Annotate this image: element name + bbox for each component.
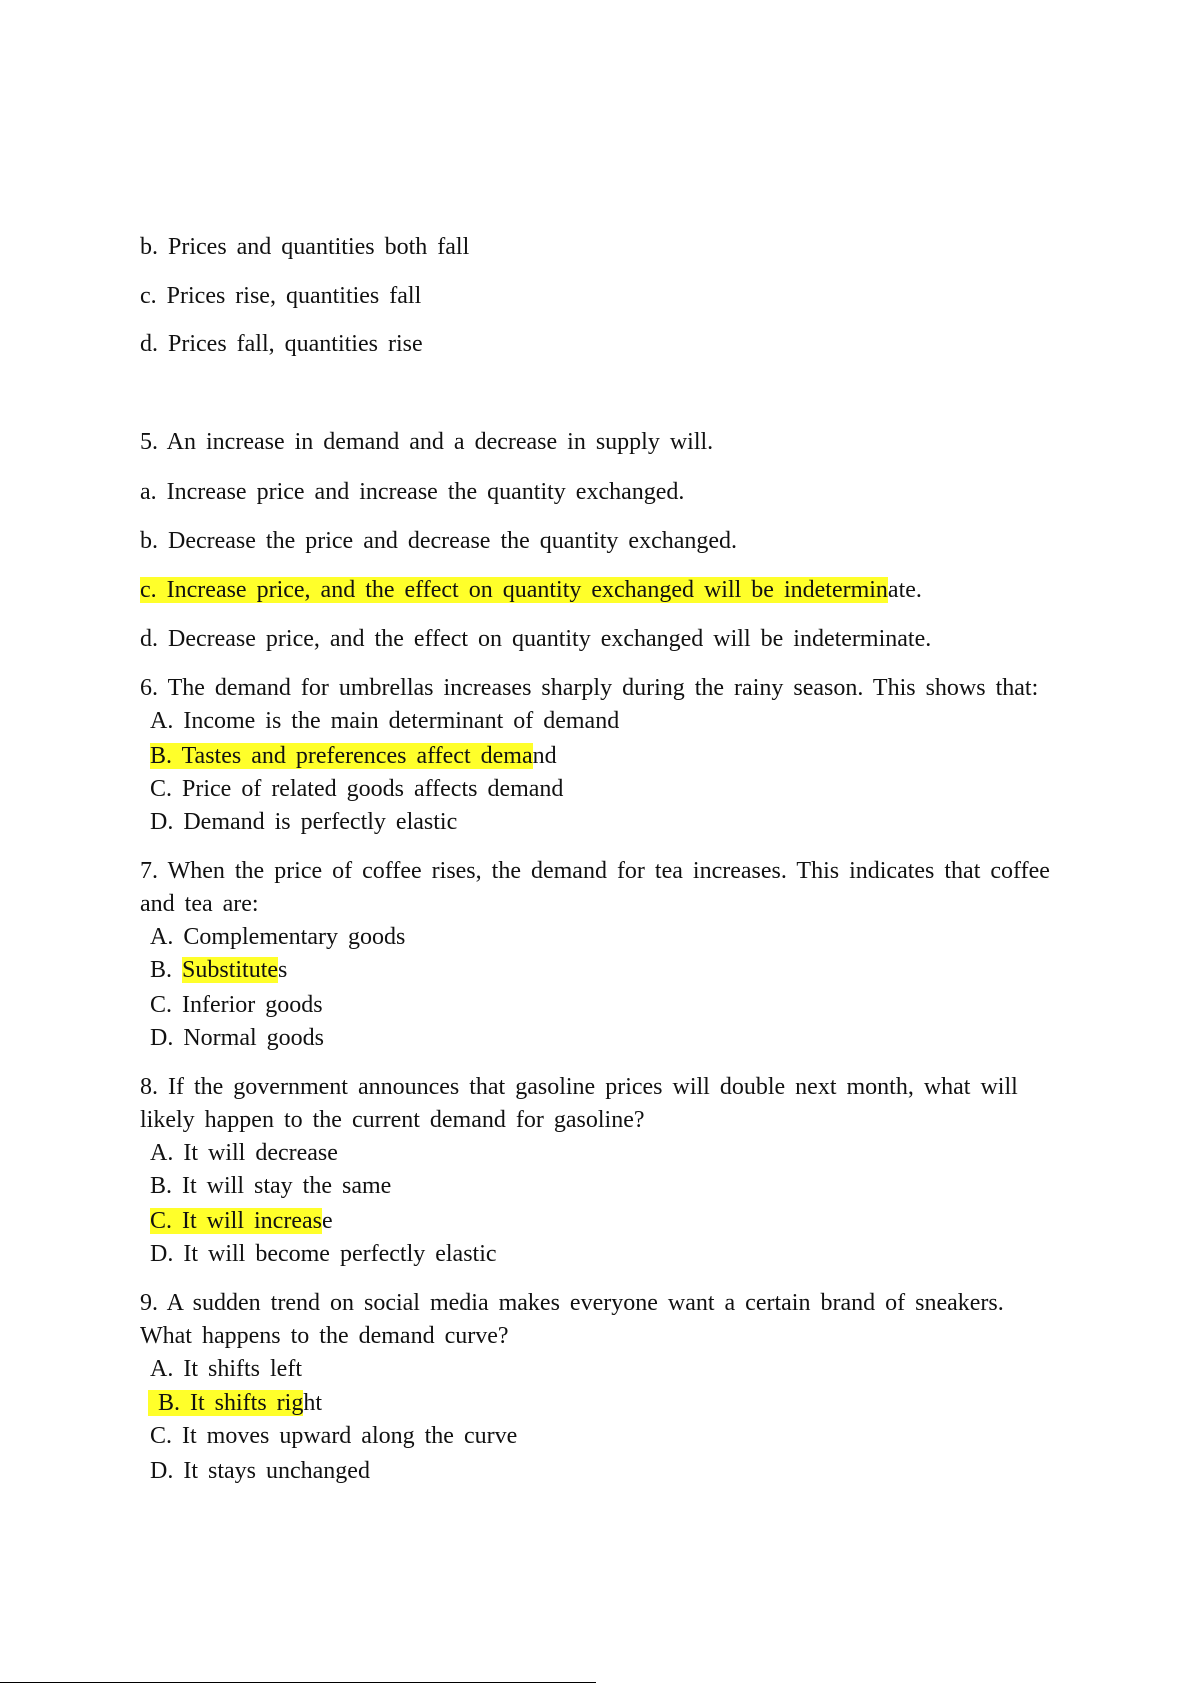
q5-option-d: d. Decrease price, and the effect on quantity exchanged will be indeterminate. (140, 626, 932, 652)
q8-option-b: B. It will stay the same (150, 1173, 392, 1199)
q8-option-d: D. It will become perfectly elastic (150, 1241, 497, 1267)
q6-option-b-rest: nd (532, 743, 557, 769)
q4-option-b: b. Prices and quantities both fall (140, 234, 470, 260)
answer-highlight: c. Increase price, and the effect on quantity exchanged will be indetermin (140, 577, 888, 603)
answer-highlight: B. It shifts rig (148, 1390, 304, 1416)
answer-highlight: C. It will increas (150, 1208, 322, 1234)
q5-option-a: a. Increase price and increase the quantity exchanged. (140, 479, 685, 505)
q8-stem-line2: likely happen to the current demand for gasoline? (140, 1107, 645, 1133)
q7-stem-line2: and tea are: (140, 891, 259, 917)
q9-stem-line2: What happens to the demand curve? (140, 1323, 509, 1349)
q7-option-a: A. Complementary goods (150, 924, 406, 950)
q8-option-c (150, 1206, 333, 1236)
q6-option-d: D. Demand is perfectly elastic (150, 809, 458, 835)
answer-highlight: Substitute (182, 957, 279, 983)
q7-option-d: D. Normal goods (150, 1025, 324, 1051)
q5-option-c (140, 575, 922, 605)
q5-option-c-rest: ate. (887, 577, 922, 603)
q9-option-b-rest: ht (303, 1390, 323, 1416)
q4-option-d: d. Prices fall, quantities rise (140, 331, 423, 357)
q9-option-c: C. It moves upward along the curve (150, 1423, 518, 1449)
q7-option-b (150, 955, 287, 985)
footer-rule (0, 1682, 596, 1683)
q9-stem-line1: 9. A sudden trend on social media makes everyone want a certain brand of sneakers. (140, 1290, 1004, 1316)
q7-stem-line1: 7. When the price of coffee rises, the demand for tea increases. This indicates that coffee (140, 858, 1050, 884)
q9-option-b (148, 1388, 322, 1418)
q5-stem: 5. An increase in demand and a decrease in supply will. (140, 429, 714, 455)
q4-option-c: c. Prices rise, quantities fall (140, 283, 422, 309)
q9-option-d: D. It stays unchanged (150, 1458, 370, 1484)
q9-option-a: A. It shifts left (150, 1356, 302, 1382)
q7-option-b-prefix: B. (150, 957, 183, 983)
q7-option-b-rest: s (278, 957, 288, 983)
answer-highlight: B. Tastes and preferences affect dema (150, 743, 533, 769)
q8-option-a: A. It will decrease (150, 1140, 338, 1166)
q8-stem-line1: 8. If the government announces that gasoline prices will double next month, what will (140, 1074, 1018, 1100)
q5-option-b: b. Decrease the price and decrease the quantity exchanged. (140, 528, 738, 554)
q6-option-b (150, 741, 557, 771)
q7-option-c: C. Inferior goods (150, 992, 323, 1018)
q8-option-c-rest: e (321, 1208, 333, 1234)
q6-stem: 6. The demand for umbrellas increases sharply during the rainy season. This shows that: (140, 675, 1039, 701)
q6-option-a: A. Income is the main determinant of demand (150, 708, 620, 734)
q6-option-c: C. Price of related goods affects demand (150, 776, 564, 802)
